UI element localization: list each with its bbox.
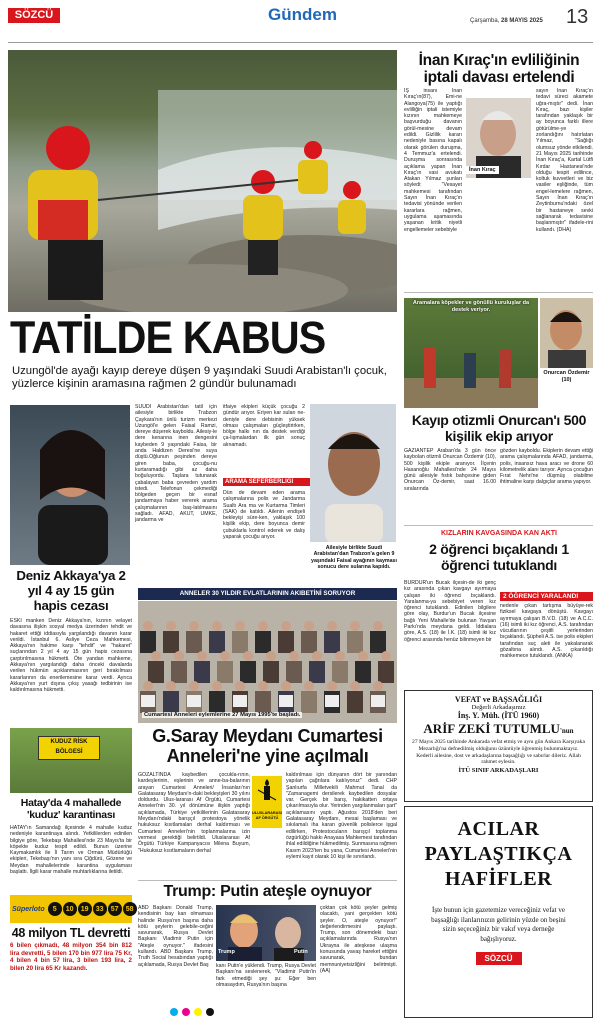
protester-head <box>174 651 184 661</box>
protester-head <box>235 621 245 631</box>
divider <box>404 525 593 526</box>
protester-figure <box>171 661 187 683</box>
protester-figure <box>278 631 294 653</box>
faisal-caption: Ailesiyle birlikte Suudi Arabistan'dan Trabzon'a gelen 9 yaşındaki Faisal ayağının kayması sonucu dere sularına kapıldı. <box>311 545 397 571</box>
candle-icon <box>252 776 282 806</box>
lotto-numbers <box>48 902 137 916</box>
protester-figure <box>186 631 202 653</box>
date-value: 28 MAYIS 2025 <box>501 18 543 24</box>
divider <box>404 292 593 293</box>
af-logo <box>252 776 282 828</box>
vefat-line1: Değerli Arkadaşımız <box>471 704 526 711</box>
lead-col2: itfaiye ekipleri küçük çocuğu 2 gündür arıyor. Eriyen kar suları ne-deniyle dere debisinin yüksek olması çalışmaları güçleştirirken, bölge halkı nın da destek verdiği ça-lışmalardan ilk gün sonuç alınamadı. <box>223 404 305 448</box>
bicak-col1: BURDUR'un Bucak ilçesin-de iki genç kız arasında çıkan kavgayı ayırmaya çalışan iki öğrenci bıçaklandı. Yaralanma-ya sebebiyet veren kız öğrenci tutuklandı. Edinilen bilgilere göre olay, Burdur'un Bucak ilçesine bağlı Yeni Mahalle'de bulunan Yavşan Parkı'nda meydana geldi. İddialara göre, A.S. (18) ile İ.K. (18) isimli iki kız öğrenci arasında henüz bilinmeyen bir <box>404 580 496 643</box>
protester-head <box>304 681 314 691</box>
vefat-body: 27 Mayıs 2025 tarihinde Ankarada vefat etmiş ve aynı gün Ankara Karşıyaka Mezarlığı'na defnedilmiş olduğunu üzüntüyle öğrenmiş bulunmaktayız. Kederli ailesine, dost ve arkadaşlarına başsağlığı ve sabırlar dileriz. Allah rahmet eylesin. <box>412 739 585 766</box>
trump-col3: çoktan çok kötü şeyler gelmiş olacaktı, yani gerçekten kötü şeyler. O, ateşle oynuyor!" değerlendirmesini paylaştı. Trump, son dönemdeki bazı açıklamalarında Rusya'nın Ukrayna ile ateşkese ulaşma konusunda yavaş hareket ettiğini savunarak, bundan memnuniyetsizliğini belirtmişti. (AA) <box>320 905 397 974</box>
protester-head <box>189 681 199 691</box>
protester-figure <box>255 631 271 653</box>
kirac-photo <box>466 98 531 178</box>
protester-figure <box>140 631 156 653</box>
header-date <box>470 18 543 24</box>
protester-head <box>266 651 276 661</box>
protester-figure <box>217 661 233 683</box>
protester-head <box>258 681 268 691</box>
photo-placard <box>279 695 293 707</box>
protester-head <box>381 651 391 661</box>
vefat-suffix: 'nun <box>559 727 574 735</box>
lotto-ball: 5 <box>48 902 62 916</box>
acilar-headline: ACILAR PAYLAŞTIKÇA HAFİFLER <box>424 818 573 890</box>
protester-figure <box>378 661 394 683</box>
lead-headline: TATİLDE KABUS <box>10 312 326 363</box>
date-day: Çarşamba, <box>470 18 500 24</box>
protester-figure <box>240 661 256 683</box>
protester-head <box>350 621 360 631</box>
protester-head <box>289 651 299 661</box>
bicak-headline: 2 öğrenci bıçaklandı 1 öğrenci tutuklandı <box>429 541 569 573</box>
protester-head <box>350 681 360 691</box>
trump-col2: kanı Putin'e yüklendi. Trump, Rusya Devlet Başkanı'na seslenerek, "Vladimir Putin'in fark etmediği şey şu: Eğer ben olmasaydım, Rusya'nın başına <box>216 963 316 988</box>
protester-head <box>243 651 253 661</box>
acilar-logo[interactable] <box>476 952 522 965</box>
onurcan-col2: gözden kayboldu. Ekiplerin devam ettiği arama çalışmalarında AFAD, jandarma, polis, insansız hava aracı ve drone 60 kilometrelik alanı tarıyor. Ayrıca çocuğun Fırat Nehri'ne düşmüş olabilme ihtimaline karşı dalgıçlar arama yapıyor. <box>500 448 593 486</box>
protester-head <box>327 681 337 691</box>
lotto-ball: 57 <box>108 902 122 916</box>
onurcan-photo-art <box>540 298 593 368</box>
photo-placard <box>325 695 339 707</box>
protester-head <box>258 621 268 631</box>
protester-figure <box>209 631 225 653</box>
yellow-dot <box>194 1008 202 1016</box>
lead-col1: SUUDİ Arabistan'dan tatil için ailesiyle birlikte Trabzon Çaykara'nın ünlü turizm merkezi Uzungöl'e gelen Faisal Ramzi, dereye düşerek kayboldu. Ailesiy-le dere kenarına inen dengesini kaybeden 9 yaşındaki Faisa, bir anda Haldizen Deresi'ne suya düştü.Oğlunun peşinden dereye giren baba, çocuğu-nu kurtaramadığı gibi az daha boğuluyordu. Taşlara tutunarak çabalayan baba çevreden yardım istedi. Telefonun çekmediği bölgeden geçen bir esnaf jandarmaya haber vererek arama çalışmalarının baş-latılmasını sağladı. AFAD, AKUT, UMKE, jandarma ve <box>135 404 217 524</box>
black-dot <box>206 1008 214 1016</box>
protester-head <box>166 681 176 691</box>
cumartesi-col2: kaldırılması için dünyanın dört bir yanından yapılan çağrılara katılıyoruz" dedi. CHP Şanlıurfa Milletvekili Mahmut Tanal da "Zamanagemi dersilerek kaybedilen dosyalar var. Gerçek bir barış, hakikatten ortaya çıkarılmasıyla olur. Yerinden yargılanmaları şart" açıklamasını yaptı. Ağustos 2018'den beri Galatasaray Meydanı, mesai başlaması ve sıkılamalı iha karan güvenlik polislerce işgal edilirken, Protestocuların barışçıl toplanma özgürlüğü hakkı Anayasa Mahkemesi tarafından ihlal edildiğine hükmedilmiş. Sunmasına rağmen Kasım 2023'ten bu yana, Cumartesi Anneleri'nin eylemi kayıt olarak 10 kişi ile sınırlandı. <box>286 772 397 860</box>
kuduz-sign <box>38 736 100 760</box>
putin-label: Putin <box>294 949 308 955</box>
protester-figure <box>347 631 363 653</box>
protester-figure <box>355 661 371 683</box>
kirac-col2: sayın İnan Kıraç'ın tedavi süreci akamete uğra-mıştır" dedi. İnan Kıraç, bazı kişiler tarafından yaklaşık bir ay boyunca farklı illere götürülme-ye zorlandığını hatırlatan Yılmaz, "Sağlığı olumsuz yönde etkilendi. 21 Mayıs 2025 tarihinde İnan Kıraç'a, Kartal Lütfi Kırdar Hastanesi'nde olduğu tespit edilince, koltuk kuvvetleri ve biz vasiler eşliğinde, tüm engel-lemelere rağmen, Sayın İnan Kıraç'ın Zeytinburnu'ndaki özel bir hastaneye sevki sağlanarak tedavisine başlanmıştır" ifadele-rini kullandı. (DHA) <box>536 88 593 233</box>
protester-figure <box>347 691 363 713</box>
cumartesi-photo-art <box>138 601 397 723</box>
vefat-title: VEFAT ve BAŞSAĞLIĞI <box>454 695 543 704</box>
protester-head <box>220 651 230 661</box>
akkaya-photo <box>10 405 130 565</box>
section-title: Gündem <box>268 5 337 24</box>
onurcan-search-photo <box>404 298 538 408</box>
protester-figure <box>301 691 317 713</box>
print-marks <box>170 1008 214 1016</box>
protester-head <box>235 681 245 691</box>
vefat-name-row <box>405 720 592 738</box>
kuduz-headline: Hatay'da 4 mahallede 'kuduz' karantinası <box>20 797 122 821</box>
protester-head <box>189 621 199 631</box>
header-rule <box>8 42 593 43</box>
bicak-box-label: 2 ÖĞRENCİ YARALANDI <box>500 592 593 601</box>
onurcan-caption1: Aramalara köpekler ve gönüllü kuruluşlar da destek veriyor. <box>412 300 530 313</box>
faisal-photo-art <box>310 404 396 542</box>
protester-head <box>373 681 383 691</box>
lotto-body: 6 bilen çıkmadı, 48 milyon 354 bin 812 lira devretti, 5 bilen 170 bin 977 lira 75 Kr, 4 bilen 4 bin 57 lira, 3 bilen 193 lira, 2 bilen 20 lira 65 Kr kazandı. <box>10 942 132 972</box>
onurcan-search-photo-art <box>404 298 538 408</box>
photo-placard <box>187 695 201 707</box>
lotto-headline: 48 milyon TL devretti <box>11 926 131 940</box>
protester-head <box>281 621 291 631</box>
cumartesi-photo <box>138 601 397 723</box>
akkaya-headline: Deniz Akkaya'ya 2 yıl 4 ay 15 gün hapis cezası <box>16 568 126 613</box>
akkaya-photo-art <box>10 405 130 565</box>
protester-figure <box>301 631 317 653</box>
protester-head <box>281 681 291 691</box>
protester-head <box>358 651 368 661</box>
acilar-ad <box>404 806 593 1018</box>
acilar-logo-text: SÖZCÜ <box>484 954 513 963</box>
protester-head <box>166 621 176 631</box>
kuduz-sign-line2: BÖLGESİ <box>55 749 83 755</box>
protester-head <box>197 651 207 661</box>
lead-col2b: Dün de devam eden arama çalışmalarına polis ve Jandarma Sualtı Ara ma ve Kurtarma Timleri (SAK) de katıldı. Ailenin endişeli bekleyişi süre-ken, yaklaşık 100 kişilik ekip, dere boyunca demir çubuklarla kontrol ederek ve dalış yaparak çocuğu arıyor. <box>223 490 305 541</box>
protester-head <box>143 681 153 691</box>
lead-photo <box>8 50 397 312</box>
trump-headline: Trump: Putin ateşle oynuyor <box>163 883 372 900</box>
protester-figure <box>232 631 248 653</box>
lotto-ball: 19 <box>78 902 92 916</box>
photo-placard <box>371 695 385 707</box>
protester-head <box>143 621 153 631</box>
onurcan-caption2: Onurcan Özdemir (10) <box>543 370 590 383</box>
bicak-col2a <box>500 580 593 680</box>
protester-head <box>304 621 314 631</box>
vefat-ad <box>404 690 593 802</box>
protester-figure <box>255 691 271 713</box>
af-logo-text: ULUSLARARASI AF ÖRGÜTÜ <box>252 811 282 820</box>
vefat-line2: İnş. Y. Müh. (İTÜ 1960) <box>457 711 540 720</box>
acilar-body: İşte bunun için gazetemize vereceğiniz vefat ve başsağlığı ilanlarınızın gelirinin yüzde on beşini sizin seçeceğiniz bir vakıf veya derneğe bağışlıyoruz. <box>431 906 566 943</box>
cumartesi-col1: GÖZALTINDA kaybedilen çocukla-rının, kardeşlerinin, eşlerinin ve anne-ba-balarının arayan Cumartesi Anneleri/ İnsanları'nın Galatasaray Meydanı'n-daki bekleyişleri 30 yılını doldurdu. Ulus-lararası Af Örgütü, Cumartesi Anneleri'nin 30. yıl dönümüne ilişkin yaptığı açıklamada, Türkiye yetkililerinin Galatasaray Meydanı'ndaki barışçıl protestoya yönelik hukuksuz kısıtlamaları derhal kaldırması ve Cumartesi Anneleri'nin toplanmalarına izin vermesi gerektiği belirtildi. Uluslararası Af Örgütü Türkiye Kampanyacısı Milena Buyum, "Hukuksuz kısıtlamaların derhal <box>138 772 250 854</box>
trump-putin-photo <box>216 905 316 961</box>
photo-placard <box>233 695 247 707</box>
protester-figure <box>309 661 325 683</box>
kuduz-sign-line1: KUDUZ RİSK <box>50 739 88 745</box>
bicak-kicker: KIZLARIN KAVGASINDA KAN AKTI <box>440 530 557 537</box>
protester-figure <box>332 661 348 683</box>
page-number: 13 <box>566 6 589 28</box>
protester-figure <box>194 661 210 683</box>
faisal-photo <box>310 404 396 542</box>
kuduz-body: HATAY'ın Samandağ ilçesinde 4 mahalle kuduz nedeniyle karantinaya alındı. Yetkililerden edinilen bilgiye göre, Tekebaşı Mahallesi'nde 23 Mayıs'ta bir köpekte kuduz tespit edildi. Bunun üzerine Kaymakamlık ile İl Tarım ve Orman Müdürlüğü ekipleri, Tekebaşı'nın yanı sıra Çiğdürü, Gözene ve Meydan mahallelerinde karantina uygulaması başlattı. İlgili karar mahalle muhtarlıklarına iletildi. <box>10 825 132 876</box>
cumartesi-caption: Cumartesi Anneleri eylemlerine 27 Mayıs 1995'te başladı. <box>144 712 301 718</box>
protester-figure <box>148 661 164 683</box>
protester-head <box>327 621 337 631</box>
trump-col1: ABD Başkanı Donald Trump, kendisinin bay kan olmaması halinde Rusya'nın başına daha kötü şeylerin gelebile-ceğini savunarak, Rusya Devlet Başkanı Vladimir Putin için "Ateşle oynuyor." ifadesini kullandı. ABD Başkanı Trump, Truth Social hesabından yaptığı açıklamada, Rusya Devlet Baş <box>138 905 213 968</box>
protester-head <box>312 651 322 661</box>
bicak-col2: nedenle çıkan tartışma büyüye-rek fiziksel kavgaya dönüştü. Kavgayı ayırmaya çalışan B.V.D. (18) ve A.C.C. (16) isimli iki kız öğrenci, A.S. tarafından vücutlarının çeşitli yerlerinden bıçaklandı. Şüpheli A.S. ise polis ekipleri tarafından suç aleti ile yakalanarak gözaltına alındı. A.S. çıkarıldığı mahkemece tutuklandı. (ANKA) <box>500 603 593 660</box>
lotto-ball: 10 <box>63 902 77 916</box>
lotto-ball: 58 <box>123 902 137 916</box>
photo-placard <box>141 695 155 707</box>
kirac-col1: İŞ insanı İnan Kıraç'ın(87), Emi-ne Alangoya(75) ile yaptığı evlilliğin iptali istemiyle kızının mahkemeye başvurduğu davanın görül-mesine devam edildi. Gizlilik kararı nedeniyle basına kapalı olarak görülen duruşma, 4 Temmuz'a ertelendi. Duruşma sonrasında açıklama yapan İnan Kıraç'ın vasi avukatı Atakan Yılmaz şunları söyledi: "Vesayet mahkemesi tarafından Sayın İnan Kıraç'ın tedavisi yönünde verilen kararlara rağmen, uygulama aşamasında yaşanan kritik niyetli engellemeler sebebiyle <box>404 88 462 233</box>
kuduz-photo <box>10 728 132 793</box>
protester-figure <box>163 631 179 653</box>
protester-head <box>335 651 345 661</box>
lead-photo-art <box>8 50 397 312</box>
protester-figure <box>209 691 225 713</box>
cumartesi-banner: ANNELER 30 YILDIR EVLATLARININ AKIBETİNİ SORUYOR <box>138 588 397 600</box>
cyan-dot <box>170 1008 178 1016</box>
protester-head <box>212 681 222 691</box>
trump-label: Trump <box>218 949 235 955</box>
logo-text: SÖZCÜ <box>14 9 54 21</box>
lead-box-label: ARAMA SEFERBERLİĞİ <box>223 478 311 486</box>
kirac-headline: İnan Kıraç'ın evliliğinin iptali davası ertelendi <box>418 52 580 86</box>
onurcan-photo <box>540 298 593 368</box>
protester-figure <box>286 661 302 683</box>
protester-figure <box>370 631 386 653</box>
cumartesi-headline: G.Saray Meydanı Cumartesi Anneleri'ne yine açılmalı <box>152 726 383 766</box>
kirac-photo-label: İnan Kıraç <box>466 166 499 174</box>
magenta-dot <box>182 1008 190 1016</box>
divider <box>138 880 397 881</box>
vefat-name: ARİF ZEKİ TUTUMLU <box>423 721 560 736</box>
protester-head <box>151 651 161 661</box>
onurcan-col1: GAZİANTEP Araban'da 3 gün önce kaybolan otizmli Onurcan Özdemir (10), 500 kişilik ekiple aranıyor. İlçenin Hasanoğlu Mahallesi'nde 24 Mayıs günü ailesiyle fıstık bahçesine giden Onurcan Öz-demir, saat 16.00 sıralarında <box>404 448 496 492</box>
lead-subhead: Uzungöl'de ayağı kayıp dereye düşen 9 yaşındaki Suudi Arabistan'lı çocuk, yüzlerce kişinin aramasına rağmen 2 gündür bulunamadı <box>12 365 387 390</box>
protester-figure <box>263 661 279 683</box>
akkaya-body: ESKİ manken Deniz Akkaya'nın, kızının velayet davasına ilişkin sosyal medya üzerinden tehdit ve hakaret ettiği iddiasıyla yargılandığı davanın karar verildi. İstanbul 6. Asliye Ceza Mahkemesi, Akkaya'nın hakime karşı "tehdit" ve "hakaret" suçlarından 2 yıl 4 ay 15 gün hapis cezasına çarptırılmasına hükmetti. Öte yandan mahkeme, Akkaya'nın yargılandığı daha önceki davalarda verilen hükmün açıklanmasının geri bırakılması kararlarının da enerilemesine karar verdi. Ayrıca Akkaya'nın yurt dışına çıkış yasağı tedbirinin ise kaldırılmasına hükmetti. <box>10 618 132 694</box>
protester-figure <box>324 631 340 653</box>
protester-head <box>212 621 222 631</box>
onurcan-headline: Kayıp otizmli Onurcan'ı 500 kişilik ekip arıyor <box>411 412 587 444</box>
vefat-sign: İTÜ SINIF ARKADAŞLARI <box>458 767 539 775</box>
protester-head <box>373 621 383 631</box>
lotto-brand: Süperloto <box>12 905 45 913</box>
rescuer-figure <box>28 126 103 300</box>
lotto-ball: 33 <box>93 902 107 916</box>
lotto-bar <box>10 895 132 923</box>
protester-figure <box>163 691 179 713</box>
masthead-logo[interactable] <box>8 8 60 23</box>
